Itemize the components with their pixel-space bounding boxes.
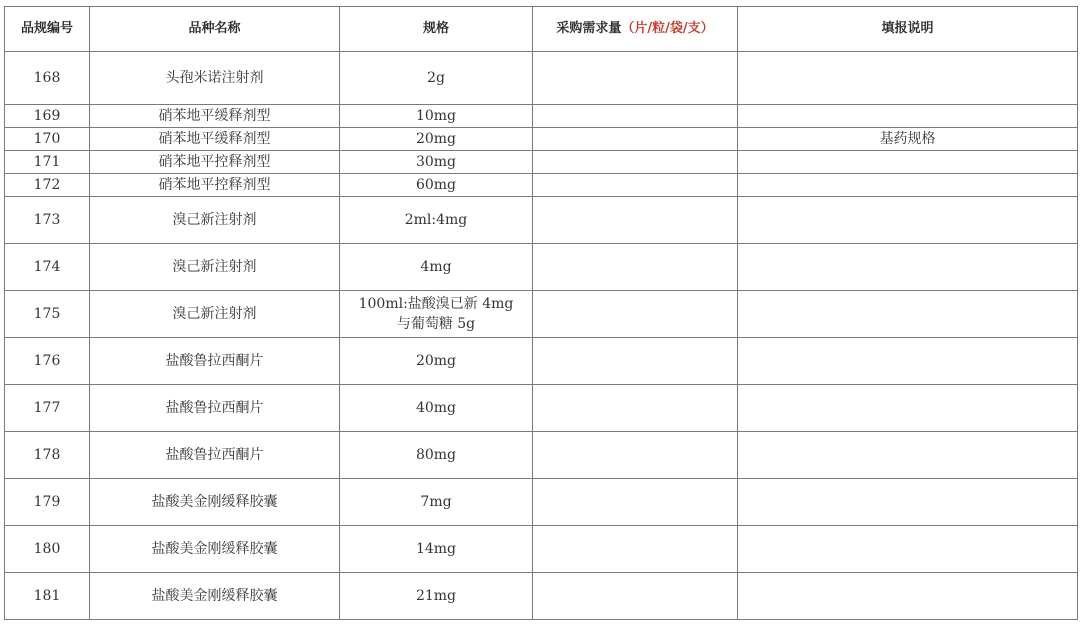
cell-spec: 21mg bbox=[340, 573, 533, 620]
cell-note[interactable] bbox=[738, 105, 1078, 128]
cell-quantity[interactable] bbox=[533, 526, 738, 573]
cell-spec: 2g bbox=[340, 52, 533, 105]
cell-note[interactable] bbox=[738, 338, 1078, 385]
cell-note[interactable] bbox=[738, 197, 1078, 244]
cell-note[interactable] bbox=[738, 151, 1078, 174]
cell-name: 溴己新注射剂 bbox=[90, 197, 340, 244]
table-row bbox=[5, 526, 1078, 573]
cell-spec: 7mg bbox=[340, 479, 533, 526]
cell-code: 175 bbox=[5, 291, 90, 338]
cell-name: 头孢米诺注射剂 bbox=[90, 52, 340, 105]
cell-name: 盐酸鲁拉西酮片 bbox=[90, 432, 340, 479]
table-row bbox=[5, 291, 1078, 338]
cell-name: 盐酸鲁拉西酮片 bbox=[90, 338, 340, 385]
cell-code: 176 bbox=[5, 338, 90, 385]
cell-code: 178 bbox=[5, 432, 90, 479]
cell-name: 盐酸美金刚缓释胶囊 bbox=[90, 573, 340, 620]
cell-quantity[interactable] bbox=[533, 432, 738, 479]
cell-note[interactable] bbox=[738, 174, 1078, 197]
table-row bbox=[5, 573, 1078, 620]
table-row bbox=[5, 244, 1078, 291]
cell-name: 盐酸鲁拉西酮片 bbox=[90, 385, 340, 432]
cell-note[interactable] bbox=[738, 244, 1078, 291]
cell-name: 盐酸美金刚缓释胶囊 bbox=[90, 526, 340, 573]
cell-quantity[interactable] bbox=[533, 52, 738, 105]
cell-note[interactable]: 基药规格 bbox=[738, 128, 1078, 151]
cell-note[interactable] bbox=[738, 573, 1078, 620]
cell-note[interactable] bbox=[738, 52, 1078, 105]
cell-spec: 60mg bbox=[340, 174, 533, 197]
cell-name: 硝苯地平缓释剂型 bbox=[90, 105, 340, 128]
table-row bbox=[5, 105, 1078, 128]
header-code: 品规编号 bbox=[5, 7, 90, 52]
cell-spec: 10mg bbox=[340, 105, 533, 128]
cell-quantity[interactable] bbox=[533, 197, 738, 244]
cell-spec: 4mg bbox=[340, 244, 533, 291]
cell-code: 173 bbox=[5, 197, 90, 244]
cell-quantity[interactable] bbox=[533, 244, 738, 291]
cell-quantity[interactable] bbox=[533, 151, 738, 174]
header-row bbox=[5, 7, 1078, 52]
cell-note[interactable] bbox=[738, 432, 1078, 479]
cell-quantity[interactable] bbox=[533, 385, 738, 432]
table-row bbox=[5, 52, 1078, 105]
header-spec: 规格 bbox=[340, 7, 533, 52]
table-row bbox=[5, 128, 1078, 151]
spec-line: 与葡萄糖 5g bbox=[396, 316, 476, 332]
cell-spec: 30mg bbox=[340, 151, 533, 174]
cell-code: 169 bbox=[5, 105, 90, 128]
table-row bbox=[5, 432, 1078, 479]
table-row bbox=[5, 174, 1078, 197]
cell-name: 盐酸美金刚缓释胶囊 bbox=[90, 479, 340, 526]
cell-quantity[interactable] bbox=[533, 479, 738, 526]
cell-quantity[interactable] bbox=[533, 174, 738, 197]
cell-code: 168 bbox=[5, 52, 90, 105]
cell-note[interactable] bbox=[738, 526, 1078, 573]
table-row bbox=[5, 338, 1078, 385]
cell-quantity[interactable] bbox=[533, 573, 738, 620]
cell-name: 硝苯地平控释剂型 bbox=[90, 174, 340, 197]
cell-spec: 2ml:4mg bbox=[340, 197, 533, 244]
cell-note[interactable] bbox=[738, 291, 1078, 338]
header-quantity bbox=[533, 7, 738, 52]
cell-name: 溴己新注射剂 bbox=[90, 244, 340, 291]
cell-spec bbox=[340, 291, 533, 338]
cell-spec: 80mg bbox=[340, 432, 533, 479]
cell-spec: 40mg bbox=[340, 385, 533, 432]
cell-spec: 14mg bbox=[340, 526, 533, 573]
cell-code: 179 bbox=[5, 479, 90, 526]
cell-spec: 20mg bbox=[340, 128, 533, 151]
cell-name: 硝苯地平缓释剂型 bbox=[90, 128, 340, 151]
header-quantity-label: 采购需求量 bbox=[556, 21, 622, 36]
header-quantity-unit: （片/粒/袋/支） bbox=[621, 21, 714, 36]
table-row bbox=[5, 385, 1078, 432]
cell-code: 170 bbox=[5, 128, 90, 151]
cell-spec: 20mg bbox=[340, 338, 533, 385]
cell-code: 172 bbox=[5, 174, 90, 197]
table-row bbox=[5, 197, 1078, 244]
cell-quantity[interactable] bbox=[533, 291, 738, 338]
cell-note[interactable] bbox=[738, 385, 1078, 432]
cell-note[interactable] bbox=[738, 479, 1078, 526]
cell-code: 174 bbox=[5, 244, 90, 291]
cell-quantity[interactable] bbox=[533, 128, 738, 151]
cell-code: 171 bbox=[5, 151, 90, 174]
cell-quantity[interactable] bbox=[533, 105, 738, 128]
procurement-table bbox=[4, 6, 1078, 620]
header-name: 品种名称 bbox=[90, 7, 340, 52]
cell-quantity[interactable] bbox=[533, 338, 738, 385]
cell-code: 177 bbox=[5, 385, 90, 432]
cell-code: 180 bbox=[5, 526, 90, 573]
cell-name: 溴己新注射剂 bbox=[90, 291, 340, 338]
cell-code: 181 bbox=[5, 573, 90, 620]
table-row bbox=[5, 479, 1078, 526]
cell-name: 硝苯地平控释剂型 bbox=[90, 151, 340, 174]
header-note: 填报说明 bbox=[738, 7, 1078, 52]
spec-line: 100ml:盐酸溴已新 4mg bbox=[358, 296, 514, 312]
table-row bbox=[5, 151, 1078, 174]
